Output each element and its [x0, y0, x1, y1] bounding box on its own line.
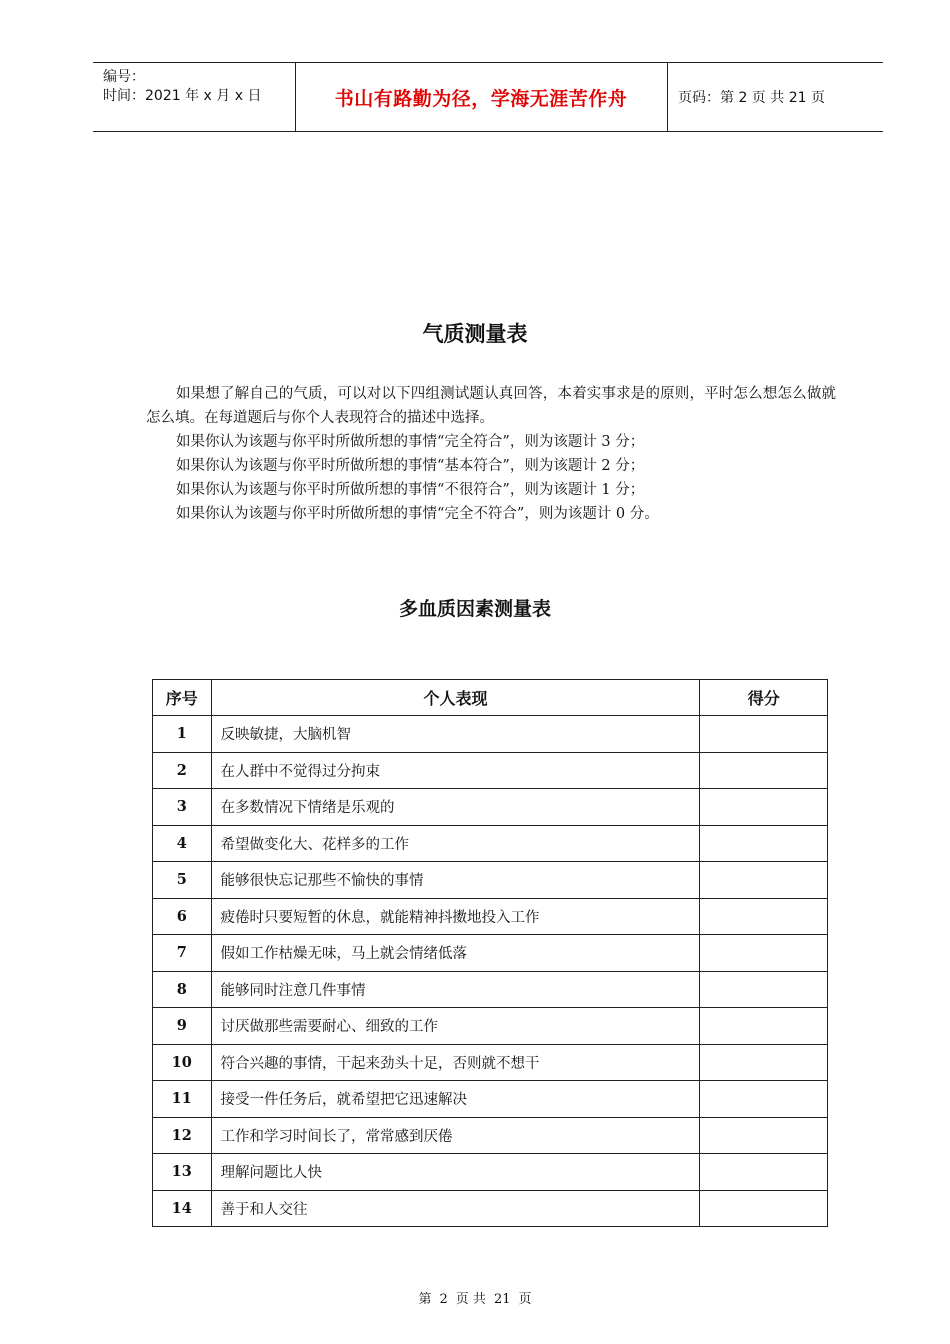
header-page-info: 页码：第 2 页 共 21 页	[678, 90, 825, 106]
row-description: 工作和学习时间长了，常常感到厌倦	[211, 1117, 700, 1154]
row-description: 接受一件任务后，就希望把它迅速解决	[211, 1081, 700, 1118]
table-row	[153, 1190, 828, 1227]
row-number: 6	[153, 898, 212, 935]
header-right-cell	[668, 63, 883, 131]
footer-prefix: 第	[418, 1292, 432, 1307]
row-number: 8	[153, 971, 212, 1008]
row-number: 14	[153, 1190, 212, 1227]
row-description: 希望做变化大、花样多的工作	[211, 825, 700, 862]
page-footer	[0, 1288, 950, 1307]
score-cell[interactable]	[700, 1081, 828, 1118]
footer-total-pages: 21	[493, 1292, 511, 1307]
row-description: 理解问题比人快	[211, 1154, 700, 1191]
document-title: 气质测量表	[422, 322, 528, 346]
row-number: 3	[153, 789, 212, 826]
score-cell[interactable]	[700, 752, 828, 789]
header-middle-cell	[295, 63, 668, 131]
score-cell[interactable]	[700, 789, 828, 826]
column-header-behavior: 个人表现	[211, 680, 700, 716]
footer-page-number: 2	[439, 1292, 448, 1307]
document-time-label: 时间：2021 年 x 月 x 日	[103, 88, 262, 104]
score-cell[interactable]	[700, 898, 828, 935]
row-number: 9	[153, 1008, 212, 1045]
score-cell[interactable]	[700, 1117, 828, 1154]
scoring-rule-3: 如果你认为该题与你平时所做所想的事情“完全符合”，则为该题计 3 分；	[176, 434, 645, 450]
row-description: 讨厌做那些需要耐心、细致的工作	[211, 1008, 700, 1045]
score-cell[interactable]	[700, 1154, 828, 1191]
row-number: 7	[153, 935, 212, 972]
row-description: 能够很快忘记那些不愉快的事情	[211, 862, 700, 899]
header-left-cell	[93, 63, 296, 131]
row-description: 符合兴趣的事情，干起来劲头十足，否则就不想干	[211, 1044, 700, 1081]
intro-paragraph: 如果想了解自己的气质，可以对以下四组测试题认真回答，本着实事求是的原则，平时怎么想怎么做就怎么填。在每道题后与你个人表现符合的描述中选择。	[146, 386, 836, 426]
score-cell[interactable]	[700, 1044, 828, 1081]
row-number: 12	[153, 1117, 212, 1154]
score-cell[interactable]	[700, 716, 828, 753]
row-description: 假如工作枯燥无味，马上就会情绪低落	[211, 935, 700, 972]
row-number: 2	[153, 752, 212, 789]
table-header-row	[153, 680, 828, 716]
row-description: 疲倦时只要短暂的休息，就能精神抖擞地投入工作	[211, 898, 700, 935]
row-number: 11	[153, 1081, 212, 1118]
footer-suffix: 页	[518, 1292, 532, 1307]
table-row	[153, 716, 828, 753]
score-cell[interactable]	[700, 935, 828, 972]
table-row	[153, 1044, 828, 1081]
score-cell[interactable]	[700, 862, 828, 899]
table-row	[153, 752, 828, 789]
table-row	[153, 898, 828, 935]
row-description: 在多数情况下情绪是乐观的	[211, 789, 700, 826]
scoring-rule-1: 如果你认为该题与你平时所做所想的事情“不很符合”，则为该题计 1 分；	[176, 482, 645, 498]
row-number: 10	[153, 1044, 212, 1081]
document-number-label: 编号：	[103, 69, 145, 85]
row-description: 能够同时注意几件事情	[211, 971, 700, 1008]
scoring-rule-0: 如果你认为该题与你平时所做所想的事情“完全不符合”，则为该题计 0 分。	[176, 506, 659, 522]
score-cell[interactable]	[700, 1190, 828, 1227]
row-number: 5	[153, 862, 212, 899]
page-header	[93, 62, 883, 132]
table-row	[153, 825, 828, 862]
table-row	[153, 789, 828, 826]
table-row	[153, 1117, 828, 1154]
table-row	[153, 971, 828, 1008]
score-cell[interactable]	[700, 825, 828, 862]
table-row	[153, 935, 828, 972]
column-header-number: 序号	[153, 680, 212, 716]
section-title: 多血质因素测量表	[398, 598, 551, 620]
column-header-score: 得分	[700, 680, 828, 716]
footer-middle: 页 共	[455, 1292, 486, 1307]
score-cell[interactable]	[700, 1008, 828, 1045]
measurement-table	[152, 679, 828, 1227]
row-number: 4	[153, 825, 212, 862]
row-number: 1	[153, 716, 212, 753]
row-description: 反映敏捷，大脑机智	[211, 716, 700, 753]
row-description: 在人群中不觉得过分拘束	[211, 752, 700, 789]
table-row	[153, 1008, 828, 1045]
table-row	[153, 1081, 828, 1118]
table-row	[153, 1154, 828, 1191]
table-row	[153, 862, 828, 899]
scoring-rule-2: 如果你认为该题与你平时所做所想的事情“基本符合”，则为该题计 2 分；	[176, 458, 645, 474]
intro-text	[146, 382, 836, 526]
score-cell[interactable]	[700, 971, 828, 1008]
header-motto: 书山有路勤为径，学海无涯苦作舟	[334, 87, 628, 110]
row-number: 13	[153, 1154, 212, 1191]
row-description: 善于和人交往	[211, 1190, 700, 1227]
